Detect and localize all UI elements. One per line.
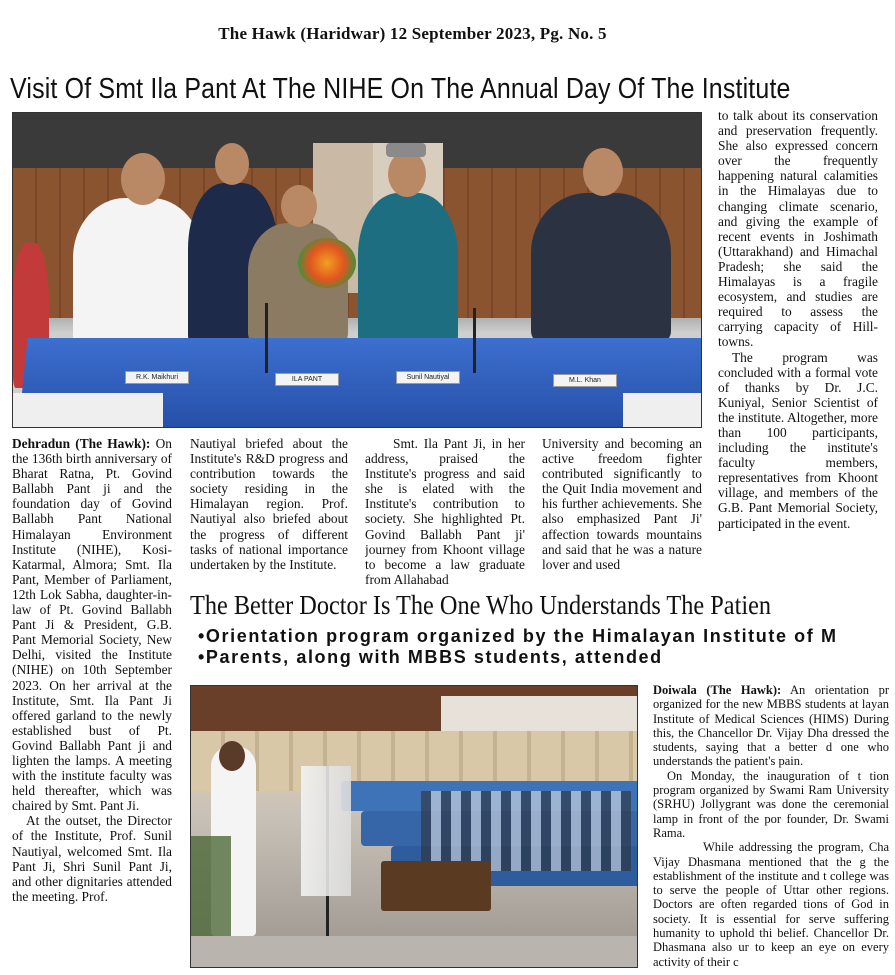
story2-bullet-2: •Parents, along with MBBS students, attended (198, 647, 663, 667)
story2-photo (190, 685, 638, 968)
story1-col1-text: On the 136th birth anniversary of Bharat Ratna, Pt. Govind Ballabh Pant ji and the foundation day of Govind Ballabh Pant National Himalayan Environment Institute (NIHE), Kosi- Katarmal, Almora; Smt. Ila Pant, Member of Parliament, 12th Lok Sabha, daughter-in-law of Pt. Govind Ballabh Pant Ji & President, G.B. Pant Memorial Society, New Delhi, visited the Institute (NIHE) on 10th September 2023. On her arrival at the Institute, Smt. Ila Pant Ji offered garland to the newly established bust of Pt. Govind Ballabh Pant ji and lighten the lamps. A meeting with the institute faculty was held thereafter, which was chaired by Smt. Pant Ji. (12, 436, 172, 814)
story2-p3: While addressing the program, Cha Vijay Dhasmana mentioned that the g the establishment of the institute and t college was to serve the people of Uttar other regions. Doctors are often regarded tions of God in society. It is essential for serve suffering humanity to uphold thi belief. Chancellor Dr. Dhasmana also ur to keep an eye on every activity of their c (653, 840, 889, 968)
story1-col4-paragraph: University and becoming an active freedom fighter contributed significantly to the Quit India movement and his further achievements. She also emphasized Pant Ji' affection towards mountains and said that he was a nature lover and used (542, 436, 702, 572)
nameplate-1: R.K. Maikhuri (125, 371, 189, 384)
story2-p1: An orientation pr organized for the new MBBS students at layan Institute of Medical Sciences (HIMS) During this, the Chancellor Dr. Vijay Dha dressed the students, saying that a better d one who understands the patient's pain. (653, 683, 889, 769)
story2-dateline: Doiwala (The Hawk): (653, 683, 782, 697)
story2-p2: On Monday, the inauguration of t tion program organized by Swami Ram University (SRHU) Jollygrant was done the ceremonial lamp in front of the por founder, Dr. Swami Rama. (653, 768, 889, 840)
masthead: The Hawk (Haridwar) 12 September 2023, Pg. No. 5 (218, 24, 607, 43)
story1-column-1 (12, 436, 172, 971)
story1-column-2 (190, 436, 348, 588)
story1-column-4 (542, 436, 702, 588)
story1-col3-paragraph: Smt. Ila Pant Ji, in her address, praised the Institute's progress and said she is elated with the Institute's contribution to society. She highlighted Pt. Govind Ballabh Pant ji' journey from Khoont village to become a law graduate from Allahabad (365, 436, 525, 587)
story1-column-5 (718, 108, 878, 588)
story2-headline: The Better Doctor Is The One Who Understands The Patien (190, 590, 772, 620)
nameplate-4: M.L. Khan (553, 374, 617, 387)
story1-col1b-paragraph: At the outset, the Director of the Institute, Prof. Sunil Nautiyal, welcomed Smt. Ila Pant Ji, Shri Sunil Pant Ji, and other dignitaries attended the meeting. Prof. (12, 813, 172, 904)
story2-column (653, 683, 889, 968)
story1-col5-paragraph: to talk about its conservation and preservation frequently. She also expressed concern over the frequently happening natural calamities in the Himalayas due to changing climate scenario, and giving the example of recent events in Joshimath (Uttarakhand) and Himachal Pradesh; she said the Himalayas is a fragile ecosystem, and studies are required to assess the carrying capacity of Hill-towns. (718, 108, 878, 350)
nameplate-3: Sunil Nautiyal (396, 371, 460, 384)
nameplate-2: ILA PANT (275, 373, 339, 386)
story1-col5b-paragraph: The program was concluded with a formal vote of thanks by Dr. J.C. Kuniyal, Senior Scientist of the institute. Altogether, more than 100 participants, including the institute's faculty members, representatives from Khoont village, and members of the G.B. Pant Memorial Society, participated in the event. (718, 349, 878, 531)
story1-photo (12, 112, 702, 428)
story2-bullet-1: •Orientation program organized by the Himalayan Institute of M (198, 626, 838, 646)
story1-col2-paragraph: Nautiyal briefed about the Institute's R&D progress and contribution towards the society residing in the Himalayan region. Prof. Nautiyal also briefed about the progress of different tasks of national importance undertaken by the Institute. (190, 436, 348, 572)
story1-dateline: Dehradun (The Hawk): (12, 436, 151, 451)
story1-column-3 (365, 436, 525, 588)
story1-headline: Visit Of Smt Ila Pant At The NIHE On The Annual Day Of The Institute (10, 73, 791, 105)
